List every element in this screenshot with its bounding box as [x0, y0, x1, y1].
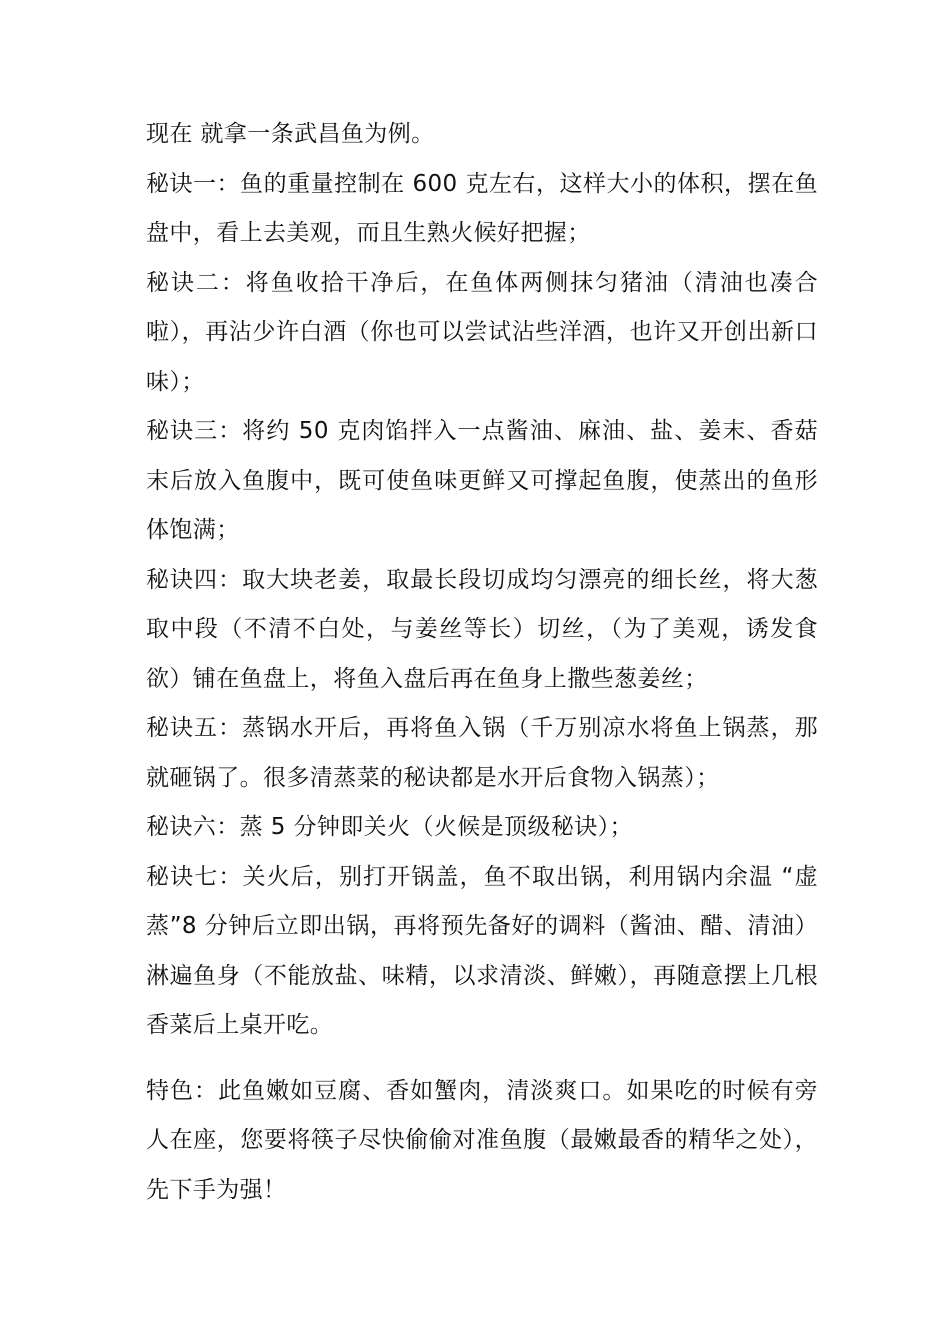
tip-6-paragraph: 秘诀六：蒸 5 分钟即关火（火候是顶级秘诀）； [146, 814, 633, 840]
feature-paragraph: 特色：此鱼嫩如豆腐、香如蟹肉，清淡爽口。如果吃的时候有旁人在座，您要将筷子尽快偷偷对准鱼腹（最嫩最香的精华之处），先下手为强！ [146, 1077, 818, 1203]
tip-2-paragraph: 秘诀二：将鱼收拾干净后，在鱼体两侧抹匀猪油（清油也凑合啦），再沾少许白酒（你也可以尝试沾些洋酒，也许又开创出新口味）； [146, 269, 818, 395]
recipe-text-block [146, 110, 818, 1215]
tip-7-paragraph: 秘诀七：关火后，别打开锅盖，鱼不取出锅，利用锅内余温 “虚蒸”8 分钟后立即出锅，再将预先备好的调料（酱油、醋、清油）淋遍鱼身（不能放盐、味精，以求清淡、鲜嫩），再随意摆上几根香菜后上桌开吃。 [146, 863, 818, 1038]
tip-1-paragraph: 秘诀一：鱼的重量控制在 600 克左右，这样大小的体积，摆在鱼盘中，看上去美观，而且生熟火候好把握； [146, 170, 818, 246]
tip-3-paragraph: 秘诀三：将约 50 克肉馅拌入一点酱油、麻油、盐、姜末、香菇末后放入鱼腹中，既可使鱼味更鲜又可撑起鱼腹，使蒸出的鱼形体饱满； [146, 418, 818, 543]
intro-paragraph: 现在 就拿一条武昌鱼为例。 [146, 121, 435, 147]
tip-4-paragraph: 秘诀四：取大块老姜，取最长段切成均匀漂亮的细长丝，将大葱取中段（不清不白处，与姜丝等长）切丝，（为了美观，诱发食欲）铺在鱼盘上，将鱼入盘后再在鱼身上撒些葱姜丝； [146, 566, 818, 692]
tip-5-paragraph: 秘诀五：蒸锅水开后，再将鱼入锅（千万别凉水将鱼上锅蒸，那就砸锅了。很多清蒸菜的秘诀都是水开后食物入锅蒸）； [146, 715, 818, 791]
